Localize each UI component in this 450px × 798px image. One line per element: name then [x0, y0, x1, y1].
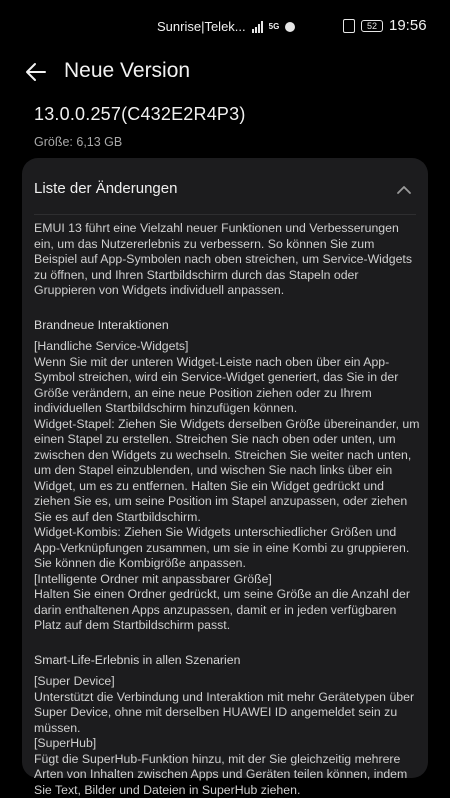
notification-dot-icon — [285, 22, 295, 32]
intro-text: EMUI 13 führt eine Vielzahl neuer Funktionen und Verbesserungen ein, um das Nutzererlebnis zu verbessern. So können Sie zum Beispiel auf App-Symbolen nach oben streichen, um Service-Widgets zu öffnen, und Ihren Startbildschirm durch das Stapeln oder Gruppieren von Widgets individuell anpassen. — [34, 221, 420, 299]
clock: 19:56 — [389, 17, 427, 34]
feature-text: Wenn Sie mit der unteren Widget-Leiste nach oben über ein App-Symbol streichen, wird ein Service-Widget generiert, das Sie in der Größe verändern, an eine neue Position ziehen oder zu Ihrem individuellen Startbildschirm hinzufügen können. — [34, 355, 420, 417]
signal-icon — [252, 21, 263, 33]
vibrate-icon — [343, 19, 355, 33]
section-title: Brandneue Interaktionen — [34, 311, 420, 340]
feature-tag: [Intelligente Ordner mit anpassbarer Größe] — [34, 572, 420, 588]
feature-text: Widget-Kombis: Ziehen Sie Widgets unterschiedlicher Größen und App-Verknüpfungen zusammen, um sie in eine Kombi zu gruppieren. Sie können die Kombigröße anpassen. — [34, 525, 420, 572]
divider — [34, 214, 416, 215]
feature-tag: [Handliche Service-Widgets] — [34, 339, 420, 355]
feature-text: Halten Sie einen Ordner gedrückt, um seine Größe an die Anzahl der darin enthaltenen Apps anzupassen, damit er in jeden verfügbaren Platz auf dem Startbildschirm passt. — [34, 587, 420, 634]
arrow-left-icon[interactable] — [24, 60, 48, 84]
network-badge: 5G — [269, 22, 280, 31]
feature-text: Widget-Stapel: Ziehen Sie Widgets derselben Größe übereinander, um einen Stapel zu erstellen. Streichen Sie nach oben oder unten, um zwischen den Widgets zu wechseln. Streichen Sie weiter nach unten, um den Stapel einzublenden, und wischen Sie nach links über ein Widget, um es zu entfernen. Halten Sie ein Widget gedrückt und ziehen Sie es, um seine Position im Stapel anzupassen, oder ziehen Sie es auf den Startbildschirm. — [34, 417, 420, 526]
feature-text: Fügt die SuperHub-Funktion hinzu, mit der Sie gleichzeitig mehrere Arten von Inhalten zwischen Apps und Geräten teilen können, indem Sie Text, Bilder und Dateien in SuperHub ziehen. — [34, 752, 420, 798]
battery-icon: 52 — [361, 20, 383, 32]
changelog-card — [22, 158, 428, 778]
app-header — [0, 52, 450, 92]
feature-text: Unterstützt die Verbindung und Interaktion mit mehr Gerätetypen über Super Device, ohne mit derselben HUAWEI ID angemeldet sein zu müssen. — [34, 690, 420, 737]
system-status — [343, 17, 427, 34]
version-number: 13.0.0.257(C432E2R4P3) — [34, 104, 246, 125]
section-title: Smart-Life-Erlebnis in allen Szenarien — [34, 646, 420, 675]
page-title: Neue Version — [64, 59, 190, 83]
download-size: Größe: 6,13 GB — [34, 135, 122, 149]
chevron-up-icon[interactable] — [396, 183, 412, 195]
carrier-name: Sunrise|Telek... — [157, 19, 246, 34]
status-bar — [0, 0, 450, 50]
carrier-info — [157, 19, 295, 34]
feature-tag: [Super Device] — [34, 674, 420, 690]
feature-tag: [SuperHub] — [34, 736, 420, 752]
changelog-heading[interactable]: Liste der Änderungen — [34, 180, 177, 197]
changelog-content — [34, 221, 420, 798]
